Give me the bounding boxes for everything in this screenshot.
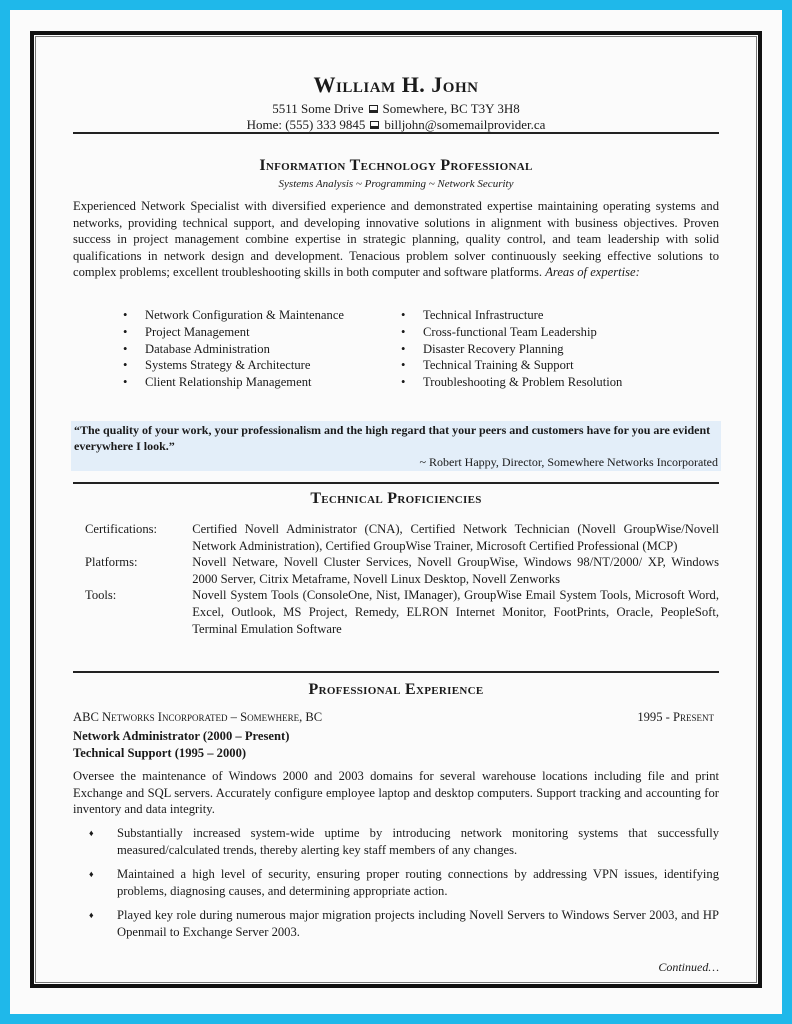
list-item: ♦ Maintained a high level of security, ensuring proper routing connections by addressing VPN issues, identifying problems, diagnosing causes, and determining appropriate action. — [117, 866, 719, 899]
areas-label: Areas of expertise: — [545, 265, 640, 280]
tech-table — [85, 521, 719, 637]
profile-title: Information Technology Professional — [259, 157, 533, 174]
experience-heading: Professional Experience — [308, 681, 484, 698]
row-value: Novell System Tools (ConsoleOne, Nist, IManager), GroupWise Email System Tools, Microsoft Word, Excel, Outlook, MS Project, Remedy, ELRON Internet Monitor, FootPrints, Oracle, PeopleSoft, Terminal Emulation Software — [192, 588, 719, 636]
email: billjohn@somemailprovider.ca — [384, 117, 546, 132]
profile-subtitle: Systems Analysis ~ Programming ~ Network Security — [278, 178, 514, 190]
dates: 1995 - Present — [637, 710, 714, 724]
divider — [73, 482, 719, 484]
table-row — [85, 587, 719, 637]
testimonial — [71, 421, 721, 471]
city: Somewhere, BC T3Y 3H8 — [382, 101, 520, 116]
row-value: Novell Netware, Novell Cluster Services, Novell GroupWise, Windows 98/NT/2000/ XP, Windows 2000 Server, Citrix Metaframe, Novell Linux Desktop, Novell Zenworks — [192, 555, 719, 586]
list-item: • Systems Strategy & Architecture — [145, 357, 405, 374]
list-item: ♦ Substantially increased system-wide uptime by introducing network monitoring systems that successfully measured/calculated trends, thereby alerting key staff members of any changes. — [117, 825, 719, 858]
list-item: ♦ Played key role during numerous major migration projects including Novell Servers to Windows Server 2003, and HP Openmail to Exchange Server 2003. — [117, 907, 719, 940]
list-item: • Network Configuration & Maintenance — [145, 307, 405, 324]
list-item: • Cross-functional Team Leadership — [423, 324, 703, 341]
computer-icon — [369, 105, 378, 113]
testimonial-quote: “The quality of your work, your professionalism and the high regard that your peers and customers have for you are evident everywhere I look.” — [74, 423, 711, 453]
list-item: • Troubleshooting & Problem Resolution — [423, 374, 703, 391]
continued-note: Continued… — [658, 960, 719, 974]
row-label: Platforms: — [85, 555, 138, 570]
list-item: • Disaster Recovery Planning — [423, 341, 703, 358]
contact-line — [73, 117, 719, 133]
computer-icon — [370, 121, 379, 129]
role-2: Technical Support (1995 – 2000) — [73, 746, 247, 760]
list-item: • Technical Infrastructure — [423, 307, 703, 324]
company-line — [73, 710, 719, 725]
experience-bullets — [73, 825, 719, 949]
candidate-name: William H. John — [313, 72, 479, 97]
areas-left — [145, 307, 405, 391]
company: ABC Networks Incorporated – Somewhere, BC — [73, 710, 323, 724]
list-item: • Technical Training & Support — [423, 357, 703, 374]
areas-right — [423, 307, 703, 391]
testimonial-attribution: ~ Robert Happy, Director, Somewhere Networks Incorporated — [419, 455, 718, 469]
phone: Home: (555) 333 9845 — [246, 117, 366, 132]
summary-text: Experienced Network Specialist with diversified experience and demonstrated expertise maintaining operating systems and networks, providing technical support, and developing innovative solutions in alignment with business objectives. Proven success in project management combine expertise in strategic planning, quality control, and team leadership with solid qualifications in network design and development. Tenacious problem solver continuously seeking effective solutions to complex problems; excellent troubleshooting skills in both computer and software platforms. — [73, 199, 719, 280]
tech-heading: Technical Proficiencies — [310, 490, 482, 507]
divider — [73, 132, 719, 134]
experience-summary: Oversee the maintenance of Windows 2000 and 2003 domains for several warehouse locations including file and print Exchange and SQL servers. Accurately configure employee laptop and desktop computers. Support tracking and accounting for inventory and data integrity. — [73, 769, 719, 817]
list-item: • Project Management — [145, 324, 405, 341]
list-item: • Database Administration — [145, 341, 405, 358]
divider — [73, 671, 719, 673]
address-line — [73, 101, 719, 117]
row-value: Certified Novell Administrator (CNA), Certified Network Technician (Novell GroupWise/Novell Network Administration), Certified GroupWise Trainer, Microsoft Certified Professional (MCP) — [192, 522, 719, 553]
list-item: • Client Relationship Management — [145, 374, 405, 391]
row-label: Tools: — [85, 588, 117, 603]
role-1: Network Administrator (2000 – Present) — [73, 729, 290, 743]
row-label: Certifications: — [85, 522, 158, 536]
street: 5511 Some Drive — [272, 101, 364, 116]
table-row — [85, 521, 719, 554]
summary — [73, 198, 719, 281]
table-row — [85, 554, 719, 587]
